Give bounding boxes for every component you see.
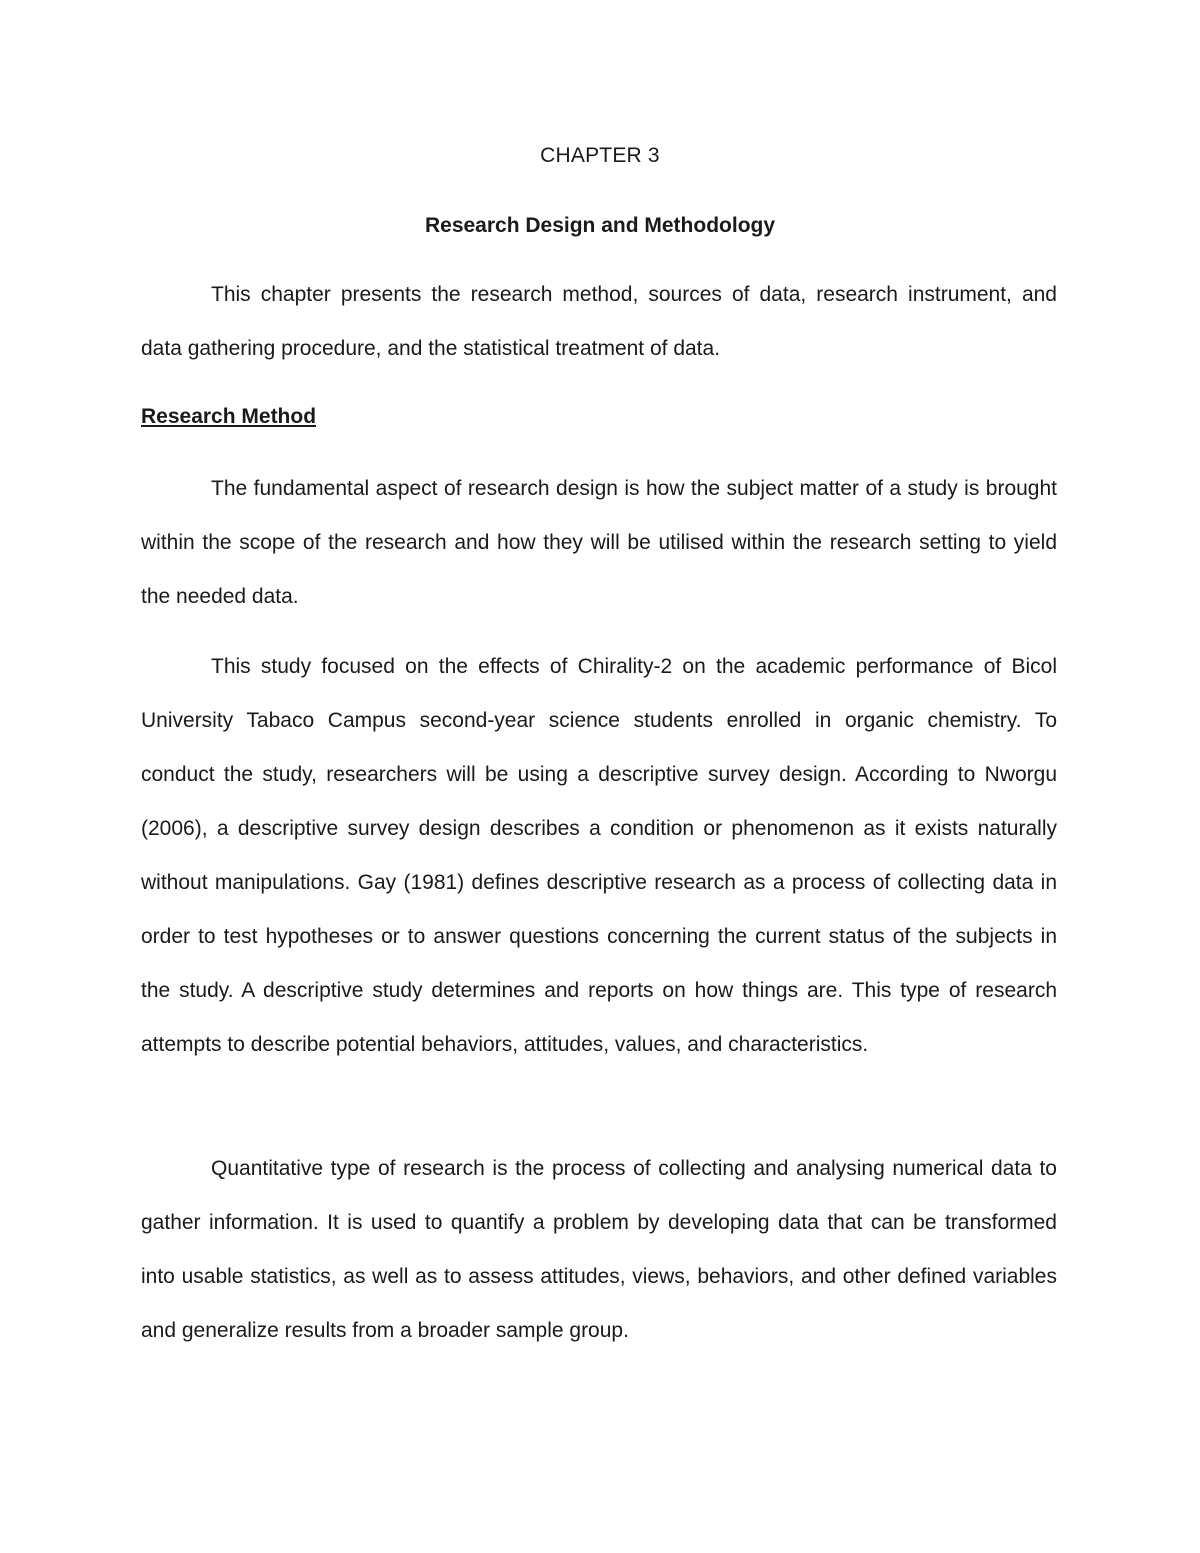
paragraph: This study focused on the effects of Chirality-2 on the academic performance of Bicol University Tabaco Campus second-year science students enrolled in organic chemistry. To conduct the study, researchers will be using a descriptive survey design. According to Nworgu (2006), a descriptive survey design describes a condition or phenomenon as it exists naturally without manipulations. Gay (1981) defines descriptive research as a process of collecting data in order to test hypotheses or to answer questions concerning the current status of the subjects in the study. A descriptive study determines and reports on how things are. This type of research attempts to describe potential behaviors, attitudes, values, and characteristics. bbox=[141, 655, 1057, 1056]
intro-paragraph: This chapter presents the research method, sources of data, research instrument, and data gathering procedure, and the statistical treatment of data. bbox=[141, 283, 1057, 360]
paragraph: Quantitative type of research is the process of collecting and analysing numerical data to gather information. It is used to quantify a problem by developing data that can be transformed into usable statistics, as well as to assess attitudes, views, behaviors, and other defined variables and generalize results from a broader sample group. bbox=[141, 1157, 1057, 1342]
chapter-label: CHAPTER 3 bbox=[540, 144, 660, 167]
section-heading-research-method: Research Method bbox=[141, 405, 317, 428]
document-title: Research Design and Methodology bbox=[424, 214, 776, 237]
paragraph: The fundamental aspect of research design is how the subject matter of a study is brought within the scope of the research and how they will be utilised within the research setting to yield the needed data. bbox=[141, 477, 1057, 608]
